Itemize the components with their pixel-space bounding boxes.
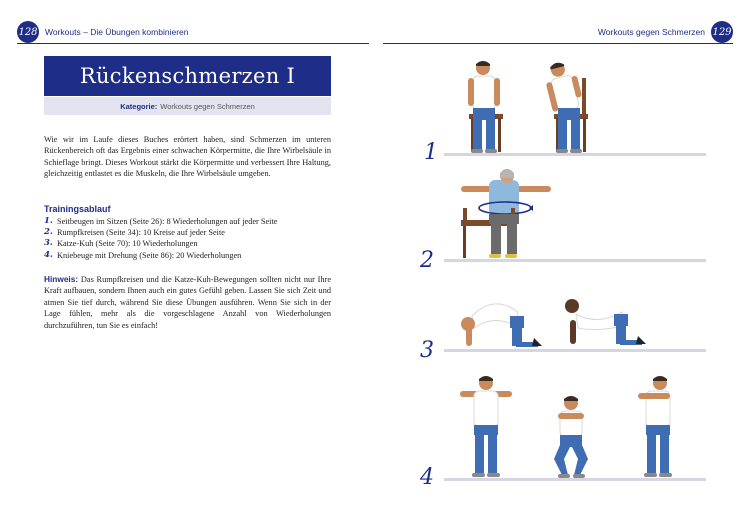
category-value: Workouts gegen Schmerzen (160, 101, 255, 111)
left-running-title: Workouts – Die Übungen kombinieren (45, 27, 189, 37)
list-item-number: 1. (44, 216, 53, 226)
list-item (44, 227, 331, 238)
seated-side-bend-illustration-2 (540, 58, 600, 154)
row-number-1: 1 (424, 140, 438, 165)
list-item-text: Seitbeugen im Sitzen (Seite 26): 8 Wiederholungen auf jeder Seite (57, 217, 278, 226)
list-item (44, 250, 331, 261)
list-item-number: 3. (44, 238, 53, 249)
trunk-rotation-illustration (455, 168, 555, 260)
category-bar (44, 97, 331, 115)
workout-title: Rückenschmerzen I (44, 56, 331, 96)
cow-pose-illustration (562, 292, 648, 350)
seated-side-bend-illustration-1 (455, 58, 515, 154)
row-number-2: 2 (420, 248, 434, 273)
list-item (44, 216, 331, 227)
training-list (44, 216, 331, 261)
category-label: Kategorie: (120, 101, 158, 111)
intro-paragraph: Wie wir im Laufe dieses Buches erörtert haben, sind Schmerzen im unteren Rückenbereich oft das Ergebnis einer schwachen Körpermitte, die Ihre Wirbelsäule in Schieflage bringt. Dieses Workout stärkt die Körpermitte und verbessert Ihre Haltung, gleichzeitig entlastet es die Muskeln, die Ihre Wirbelsäule umgeben. (44, 135, 331, 179)
hint-paragraph (44, 274, 331, 331)
left-page-number: 128 (17, 21, 39, 43)
squat-rotation-illustration-1 (458, 373, 514, 479)
training-title: Trainingsablauf (44, 204, 111, 214)
hint-label: Hinweis: (44, 274, 79, 284)
right-header-rule (383, 43, 733, 44)
left-header-rule (17, 43, 369, 44)
hint-text: Das Rumpfkreisen und die Katze-Kuh-Bewegungen sollten nicht nur Ihre Kraft aufbauen, sondern Ihnen auch ein gutes Gefühl geben. Lassen Sie sich Zeit und atmen Sie tief durch, während Sie diese Übungen ausführen. Wenn Sie sich in der Lage fühlen, mehr als die vorgeschlagene Anzahl von Wiederholungen durchzuführen, tun Sie es einfach! (44, 275, 331, 330)
list-item-number: 4. (44, 249, 53, 260)
list-item-text: Rumpfkreisen (Seite 34): 10 Kreise auf jeder Seite (57, 228, 225, 238)
right-running-title: Workouts gegen Schmerzen (597, 27, 705, 37)
squat-rotation-illustration-3 (630, 373, 686, 479)
list-item-text: Kniebeuge mit Drehung (Seite 86): 20 Wiederholungen (57, 250, 242, 260)
squat-rotation-illustration-2 (548, 393, 594, 479)
cat-pose-illustration (458, 292, 544, 350)
list-item (44, 238, 331, 249)
list-item-text: Katze-Kuh (Seite 70): 10 Wiederholungen (57, 239, 198, 249)
right-page-number: 129 (711, 21, 733, 43)
list-item-number: 2. (44, 227, 53, 238)
row-number-4: 4 (420, 465, 434, 490)
row-number-3: 3 (420, 338, 434, 363)
